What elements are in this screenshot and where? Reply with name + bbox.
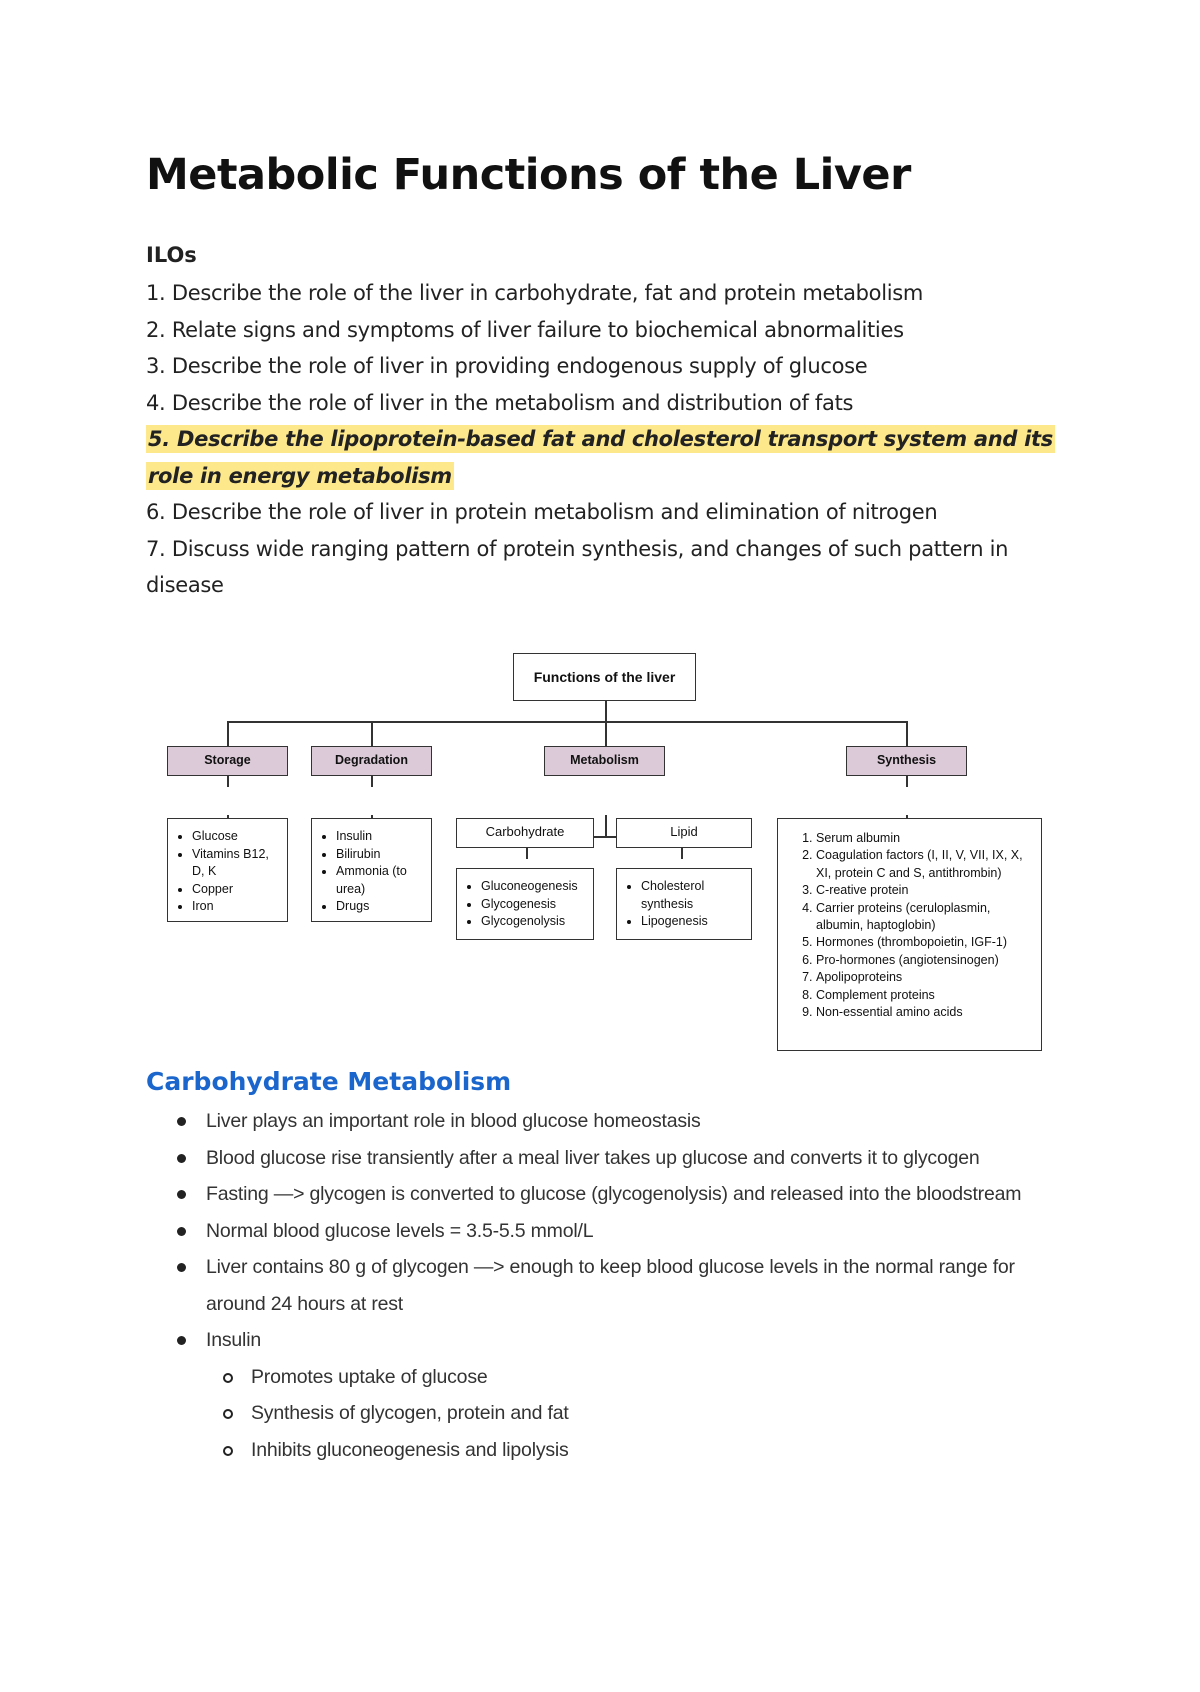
- list-item: 8. Complement proteins: [816, 987, 1035, 1004]
- bullet-text: Liver plays an important role in blood glucose homeostasis: [206, 1110, 701, 1132]
- hollow-bullet-icon: [223, 1409, 233, 1419]
- ilo-text: Describe the role of liver in the metabolism and distribution of fats: [171, 390, 854, 415]
- list-item: 6. Pro-hormones (angiotensinogen): [816, 952, 1035, 969]
- ilo-item-highlighted: [146, 421, 1066, 494]
- list-item: • Insulin: [336, 828, 425, 846]
- ilo-text: Describe the lipoprotein-based fat and cholesterol transport system and its role in energy metabolism: [148, 427, 1053, 488]
- hollow-bullet-icon: [223, 1373, 233, 1383]
- ilo-number: 5.: [148, 427, 170, 451]
- ilo-item: [146, 385, 1066, 422]
- bullet-text: Synthesis of glycogen, protein and fat: [251, 1402, 569, 1424]
- ilos-list: [146, 275, 1066, 604]
- ilo-item: [146, 494, 1066, 531]
- list-item: 1. Serum albumin: [816, 830, 1035, 847]
- sub-bullet-item: [146, 1359, 1066, 1396]
- metabolism-carbohydrate-box: Carbohydrate: [456, 818, 594, 848]
- sub-bullet-item: [146, 1432, 1066, 1469]
- liver-functions-diagram: [0, 640, 1200, 1060]
- bullet-text: Blood glucose rise transiently after a meal liver takes up glucose and converts it to glycogen: [206, 1146, 980, 1169]
- ilo-item: [146, 531, 1066, 604]
- page-title: Metabolic Functions of the Liver: [146, 150, 911, 200]
- bullet-text: Liver contains 80 g of glycogen —> enough to keep blood glucose levels in the normal range for around 24 hours at rest: [206, 1256, 1015, 1315]
- bullet-item: [146, 1103, 1066, 1140]
- bullet-text: Fasting —> glycogen is converted to glucose (glycogenolysis) and released into the bloodstream: [206, 1183, 1022, 1205]
- list-item: • Copper: [192, 881, 281, 899]
- bullet-icon: [177, 1227, 186, 1236]
- degradation-list-box: [311, 818, 432, 922]
- bullet-icon: [177, 1117, 186, 1126]
- synthesis-list-box: [777, 818, 1042, 1051]
- category-synthesis: Synthesis: [846, 746, 967, 776]
- list-item: • Drugs: [336, 898, 425, 916]
- list-item: • Glycogenolysis: [481, 913, 587, 931]
- list-item: • Glucose: [192, 828, 281, 846]
- ilo-number: 1.: [146, 281, 166, 305]
- sub-bullet-item: [146, 1395, 1066, 1432]
- ilo-text: Describe the role of liver in protein metabolism and elimination of nitrogen: [171, 500, 938, 524]
- bullet-icon: [177, 1154, 186, 1163]
- bullet-item: [146, 1213, 1066, 1250]
- list-item: • Ammonia (to urea): [336, 863, 425, 898]
- list-item: • Bilirubin: [336, 846, 425, 864]
- ilo-number: 6.: [146, 500, 166, 524]
- ilos-heading: ILOs: [146, 243, 197, 267]
- bullet-item: [146, 1140, 1066, 1177]
- ilo-number: 3.: [146, 354, 166, 378]
- bullet-item: [146, 1322, 1066, 1359]
- list-item: 3. C-reative protein: [816, 882, 1035, 899]
- lipid-list-box: [616, 868, 752, 940]
- bullet-text: Promotes uptake of glucose: [251, 1365, 488, 1388]
- ilo-number: 7.: [146, 536, 166, 561]
- list-item: • Lipogenesis: [641, 913, 745, 931]
- bullet-text: Normal blood glucose levels = 3.5-5.5 mmol/L: [206, 1219, 594, 1242]
- connector-line: [227, 721, 906, 723]
- diagram-root-box: Functions of the liver: [513, 653, 696, 701]
- bullet-text: Insulin: [206, 1329, 261, 1351]
- ilo-number: 4.: [146, 390, 166, 415]
- bullet-icon: [177, 1263, 186, 1272]
- ilo-item: [146, 275, 1066, 312]
- bullet-item: [146, 1176, 1066, 1213]
- bullet-item: [146, 1249, 1066, 1322]
- ilo-text: Relate signs and symptoms of liver failure to biochemical abnormalities: [171, 317, 904, 342]
- bullet-icon: [177, 1190, 186, 1199]
- ilo-text: Describe the role of liver in providing endogenous supply of glucose: [171, 354, 868, 378]
- ilo-text: Describe the role of the liver in carbohydrate, fat and protein metabolism: [171, 281, 924, 305]
- list-item: • Vitamins B12, D, K: [192, 846, 281, 881]
- carbohydrate-bullet-list: [146, 1103, 1066, 1468]
- ilo-text: Discuss wide ranging pattern of protein synthesis, and changes of such pattern in disease: [146, 536, 1009, 597]
- storage-list-box: [167, 818, 288, 922]
- ilo-item: [146, 312, 1066, 349]
- metabolism-lipid-box: Lipid: [616, 818, 752, 848]
- list-item: • Cholesterol synthesis: [641, 878, 745, 913]
- ilo-item: [146, 348, 1066, 385]
- list-item: • Glycogenesis: [481, 896, 587, 914]
- ilo-number: 2.: [146, 317, 166, 342]
- section-title-carbohydrate: Carbohydrate Metabolism: [146, 1067, 512, 1096]
- list-item: 5. Hormones (thrombopoietin, IGF-1): [816, 934, 1035, 951]
- category-degradation: Degradation: [311, 746, 432, 776]
- list-item: 9. Non-essential amino acids: [816, 1004, 1035, 1021]
- list-item: 4. Carrier proteins (ceruloplasmin, albumin, haptoglobin): [816, 900, 1035, 935]
- category-metabolism: Metabolism: [544, 746, 665, 776]
- hollow-bullet-icon: [223, 1446, 233, 1456]
- list-item: • Iron: [192, 898, 281, 916]
- list-item: • Gluconeogenesis: [481, 878, 587, 896]
- bullet-icon: [177, 1336, 186, 1345]
- bullet-text: Inhibits gluconeogenesis and lipolysis: [251, 1438, 569, 1461]
- list-item: 7. Apolipoproteins: [816, 969, 1035, 986]
- connector-line: [605, 815, 607, 836]
- carbohydrate-list-box: [456, 868, 594, 940]
- highlighted-text: [146, 425, 1055, 490]
- category-storage: Storage: [167, 746, 288, 776]
- list-item: 2. Coagulation factors (I, II, V, VII, IX, X, XI, protein C and S, antithrombin): [816, 847, 1035, 882]
